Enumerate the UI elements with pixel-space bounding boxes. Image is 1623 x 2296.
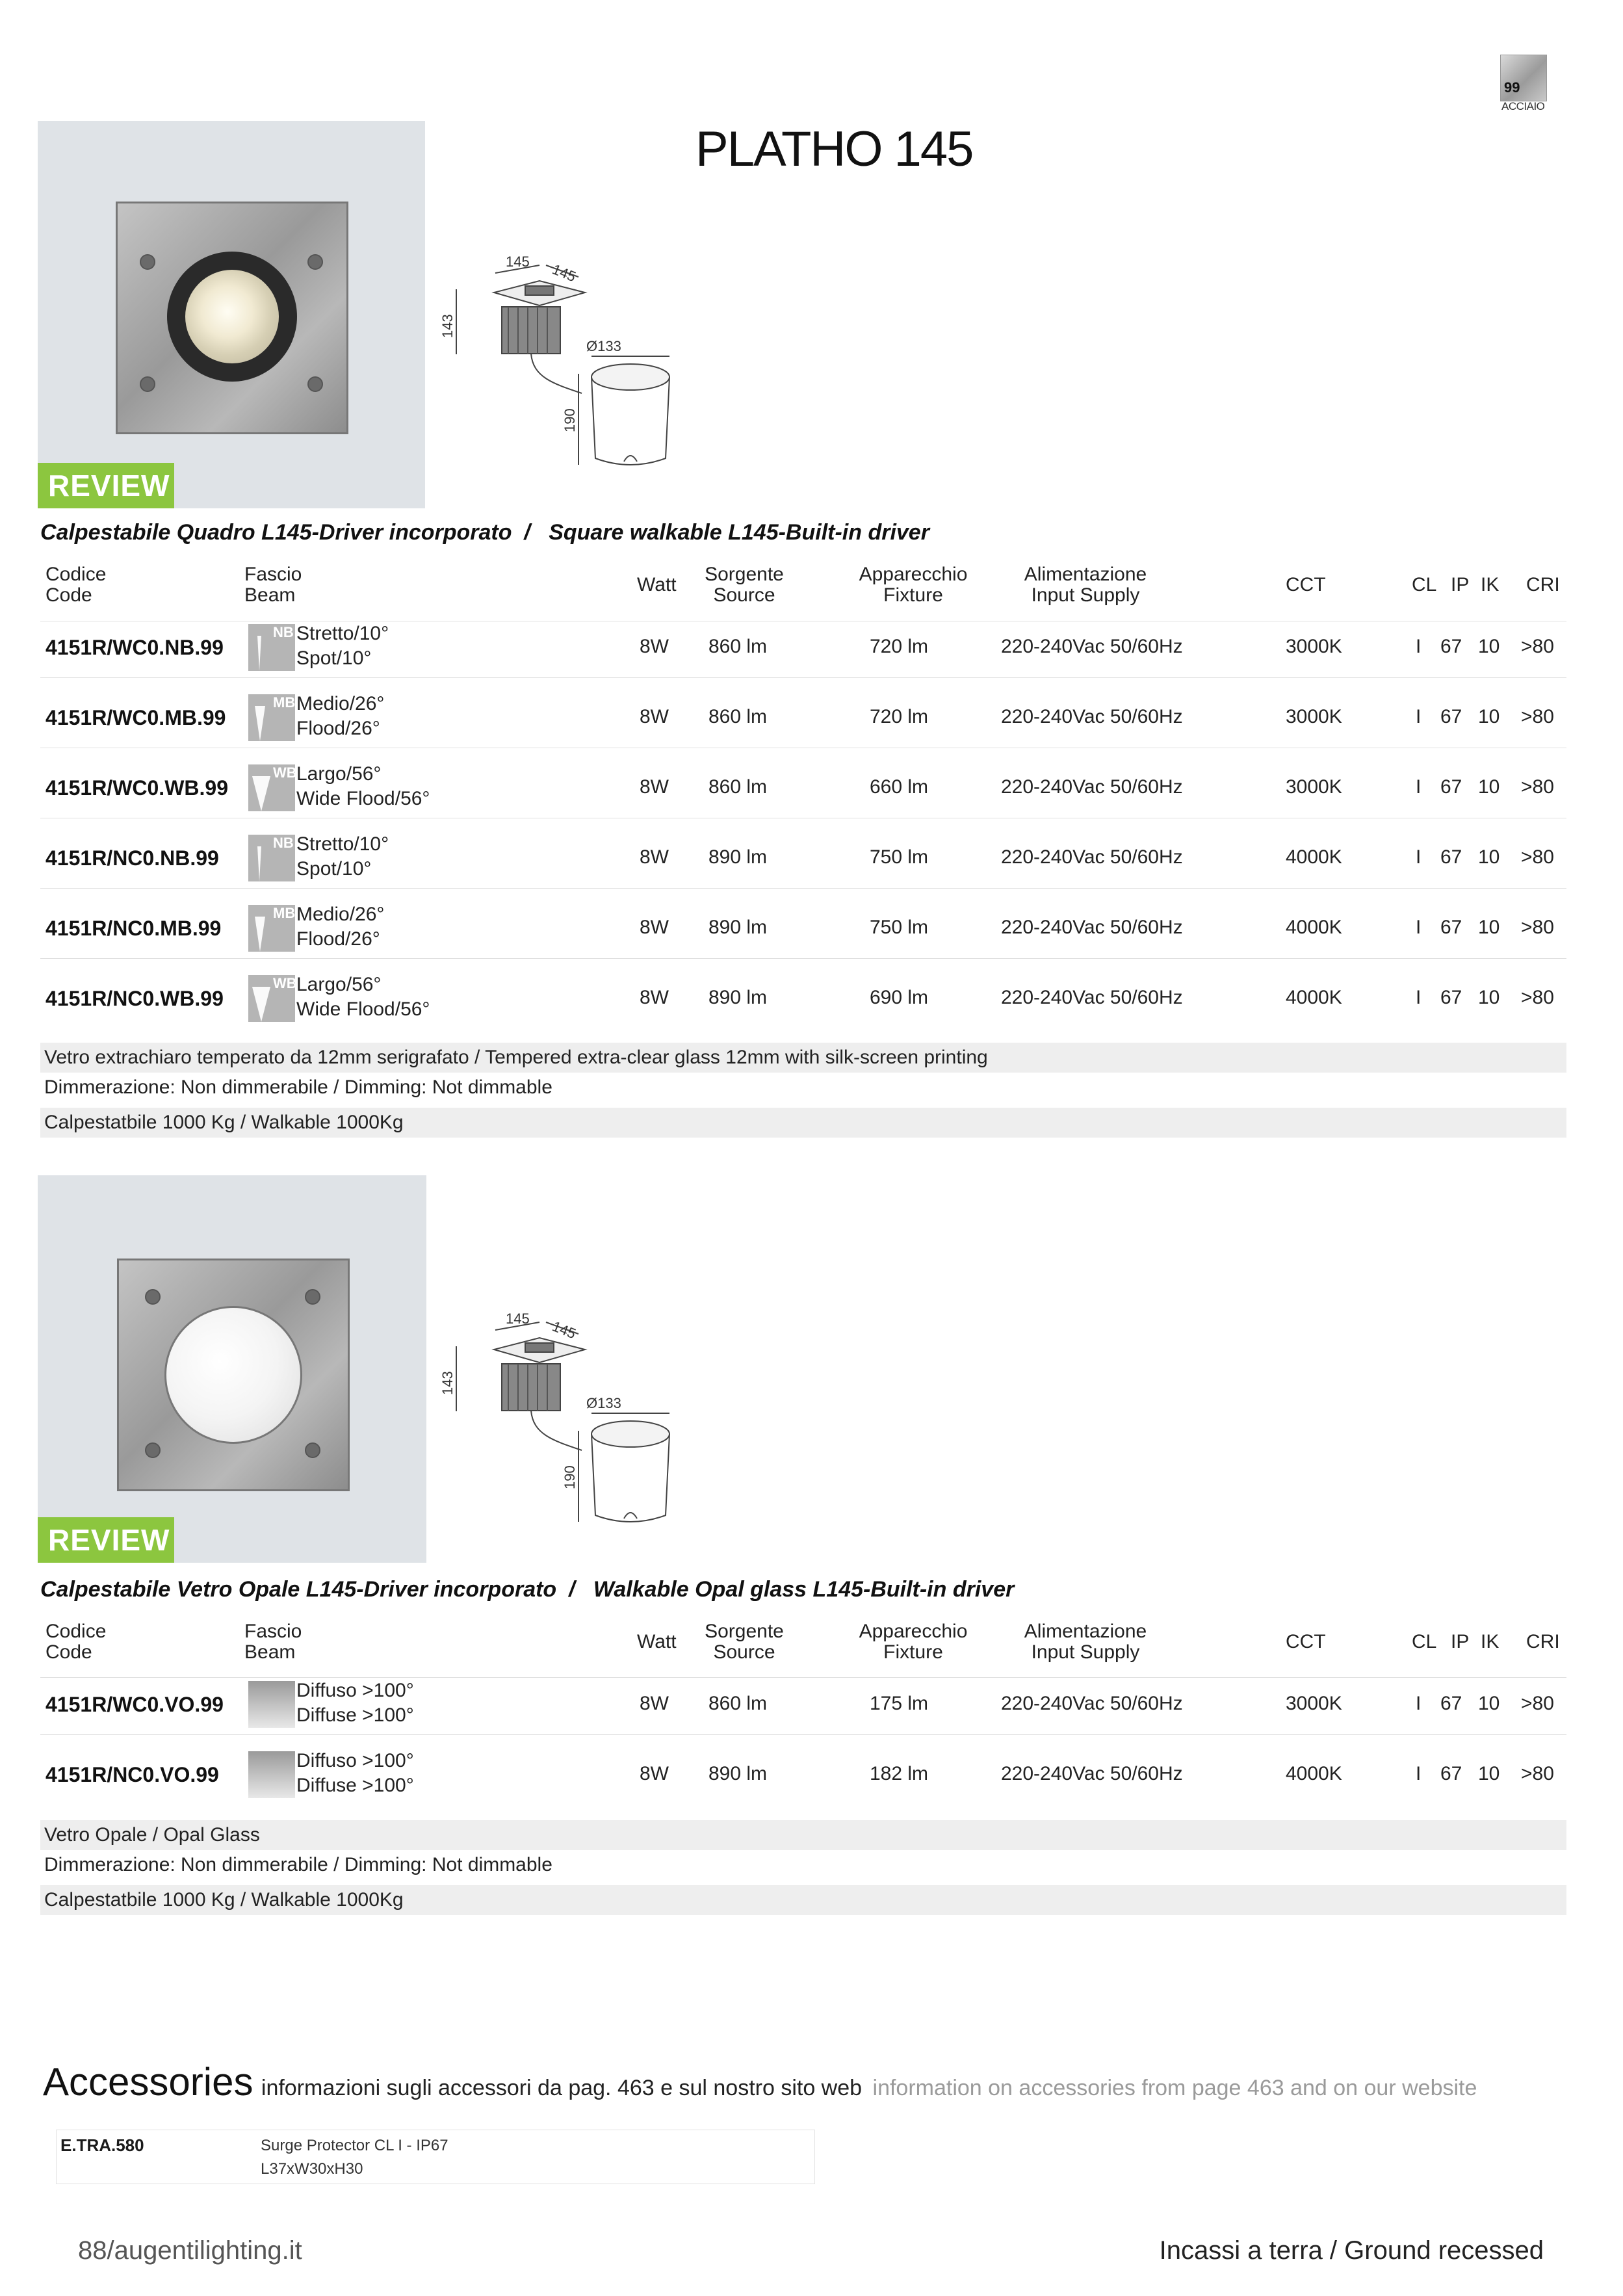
cct-value: 3000K: [1286, 1693, 1342, 1714]
col-source-header: Sorgente Source: [705, 564, 784, 606]
source-value: 860 lm: [708, 636, 768, 657]
accessory-code: E.TRA.580: [60, 2135, 144, 2155]
beam-diffuse-icon: [248, 1681, 295, 1728]
col-cct-header: CCT: [1286, 1631, 1326, 1652]
spec-note: Dimmerazione: Non dimmerabile / Dimming: Not dimmable: [44, 1076, 552, 1098]
cct-value: 4000K: [1286, 987, 1342, 1008]
ik-value: 10: [1478, 776, 1500, 798]
fixture-value: 750 lm: [870, 846, 929, 868]
ik-value: 10: [1478, 846, 1500, 868]
beam-wide-icon: [248, 975, 295, 1022]
accessory-item: [56, 2130, 815, 2184]
product-code: 4151R/NC0.VO.99: [45, 1763, 219, 1786]
col-cl-header: CL: [1412, 574, 1437, 595]
cri-value: >80: [1521, 917, 1554, 938]
ik-value: 10: [1478, 987, 1500, 1008]
beam-tag: MB: [273, 905, 296, 921]
dim-height: 143: [439, 1371, 456, 1395]
watt-value: 8W: [640, 987, 669, 1008]
ip-value: 67: [1440, 636, 1462, 657]
cct-value: 3000K: [1286, 776, 1342, 798]
review-badge: REVIEW: [38, 463, 174, 508]
col-beam-header: Fascio Beam: [244, 1621, 302, 1663]
footer-page-url: 88/augentilighting.it: [78, 2236, 302, 2265]
col-beam-header: Fascio Beam: [244, 564, 302, 606]
col-watt-header: Watt: [637, 574, 677, 595]
cri-value: >80: [1521, 706, 1554, 727]
ip-value: 67: [1440, 987, 1462, 1008]
beam-label: Largo/56° Wide Flood/56°: [296, 763, 430, 809]
beam-tag: WB: [273, 764, 297, 781]
beam-medium-icon: [248, 694, 295, 741]
cl-value: I: [1416, 1693, 1422, 1714]
product-code: 4151R/WC0.VO.99: [45, 1693, 224, 1716]
finish-name: ACCIAIO: [1501, 100, 1545, 112]
source-value: 890 lm: [708, 846, 768, 868]
product-code: 4151R/WC0.WB.99: [45, 776, 228, 800]
source-value: 860 lm: [708, 1693, 768, 1714]
page-title: PLATHO 145: [695, 122, 973, 177]
col-source-header: Sorgente Source: [705, 1621, 784, 1663]
beam-label: Medio/26° Flood/26°: [296, 904, 385, 950]
col-fixture-header: Apparecchio Fixture: [859, 564, 968, 606]
technical-drawing: [439, 247, 702, 475]
source-value: 890 lm: [708, 1763, 768, 1784]
dim-depth: 145: [550, 261, 578, 285]
cl-value: I: [1416, 917, 1422, 938]
accessories-heading: [43, 2059, 1477, 2104]
row-divider: [40, 888, 1566, 889]
watt-value: 8W: [640, 636, 669, 657]
watt-value: 8W: [640, 776, 669, 798]
beam-narrow-icon: [248, 835, 295, 881]
product-code: 4151R/NC0.NB.99: [45, 846, 219, 870]
product-code: 4151R/NC0.MB.99: [45, 917, 222, 940]
cri-value: >80: [1521, 987, 1554, 1008]
cri-value: >80: [1521, 1763, 1554, 1784]
product-photo-square: [38, 121, 425, 508]
review-badge: REVIEW: [38, 1517, 174, 1563]
product-code: 4151R/WC0.NB.99: [45, 636, 224, 659]
col-watt-header: Watt: [637, 1631, 677, 1652]
row-divider: [40, 1677, 1566, 1678]
col-fixture-header: Apparecchio Fixture: [859, 1621, 968, 1663]
watt-value: 8W: [640, 1693, 669, 1714]
dim-depth: 145: [550, 1318, 578, 1342]
dim-width: 145: [506, 254, 530, 270]
source-value: 860 lm: [708, 706, 768, 727]
dim-diameter: Ø133: [586, 338, 621, 354]
source-value: 890 lm: [708, 917, 768, 938]
dim-box-height: 190: [562, 408, 578, 432]
fixture-value: 720 lm: [870, 636, 929, 657]
col-ik-header: IK: [1481, 574, 1500, 595]
spec-note: Vetro Opale / Opal Glass: [40, 1820, 1566, 1850]
cl-value: I: [1416, 636, 1422, 657]
col-cct-header: CCT: [1286, 574, 1326, 595]
beam-label: Diffuso >100° Diffuse >100°: [296, 1680, 414, 1726]
beam-tag: MB: [273, 694, 296, 711]
supply-value: 220-240Vac 50/60Hz: [1001, 706, 1183, 727]
supply-value: 220-240Vac 50/60Hz: [1001, 776, 1183, 798]
row-divider: [40, 677, 1566, 678]
col-ik-header: IK: [1481, 1631, 1500, 1652]
cl-value: I: [1416, 1763, 1422, 1784]
dim-diameter: Ø133: [586, 1395, 621, 1411]
supply-value: 220-240Vac 50/60Hz: [1001, 636, 1183, 657]
ip-value: 67: [1440, 917, 1462, 938]
fixture-value: 182 lm: [870, 1763, 929, 1784]
col-code-header: Codice Code: [45, 1621, 107, 1663]
ip-value: 67: [1440, 846, 1462, 868]
cct-value: 4000K: [1286, 1763, 1342, 1784]
cct-value: 4000K: [1286, 846, 1342, 868]
footer-section-name: Incassi a terra / Ground recessed: [1159, 2236, 1544, 2265]
accessories-info-it: informazioni sugli accessori da pag. 463 e sul nostro sito web: [261, 2076, 863, 2100]
supply-value: 220-240Vac 50/60Hz: [1001, 1693, 1183, 1714]
ik-value: 10: [1478, 917, 1500, 938]
cl-value: I: [1416, 776, 1422, 798]
watt-value: 8W: [640, 917, 669, 938]
section-title: Calpestabile Quadro L145-Driver incorporato / Square walkable L145-Built-in driver: [40, 520, 929, 545]
watt-value: 8W: [640, 846, 669, 868]
beam-label: Stretto/10° Spot/10°: [296, 833, 389, 880]
section-title: Calpestabile Vetro Opale L145-Driver incorporato / Walkable Opal glass L145-Built-in driver: [40, 1577, 1015, 1602]
col-cri-header: CRI: [1526, 574, 1560, 595]
accessory-dimensions: L37xW30xH30: [261, 2160, 363, 2178]
cri-value: >80: [1521, 846, 1554, 868]
accessory-description: Surge Protector CL I - IP67: [261, 2137, 448, 2154]
product-photo-opal: [38, 1175, 426, 1563]
source-value: 890 lm: [708, 987, 768, 1008]
supply-value: 220-240Vac 50/60Hz: [1001, 846, 1183, 868]
spec-note: Dimmerazione: Non dimmerabile / Dimming: Not dimmable: [44, 1854, 552, 1875]
watt-value: 8W: [640, 706, 669, 727]
cri-value: >80: [1521, 636, 1554, 657]
row-divider: [40, 1734, 1566, 1735]
beam-wide-icon: [248, 764, 295, 811]
ik-value: 10: [1478, 636, 1500, 657]
beam-narrow-icon: [248, 624, 295, 671]
ik-value: 10: [1478, 706, 1500, 727]
fixture-value: 750 lm: [870, 917, 929, 938]
cl-value: I: [1416, 846, 1422, 868]
spec-note: Calpestatbile 1000 Kg / Walkable 1000Kg: [40, 1885, 1566, 1915]
ik-value: 10: [1478, 1693, 1500, 1714]
ik-value: 10: [1478, 1763, 1500, 1784]
ip-value: 67: [1440, 1693, 1462, 1714]
fixture-value: 720 lm: [870, 706, 929, 727]
technical-drawing: [439, 1304, 702, 1532]
col-code-header: Codice Code: [45, 564, 107, 606]
cri-value: >80: [1521, 1693, 1554, 1714]
beam-label: Diffuso >100° Diffuse >100°: [296, 1750, 414, 1796]
fixture-value: 175 lm: [870, 1693, 929, 1714]
watt-value: 8W: [640, 1763, 669, 1784]
cl-value: I: [1416, 706, 1422, 727]
supply-value: 220-240Vac 50/60Hz: [1001, 917, 1183, 938]
cri-value: >80: [1521, 776, 1554, 798]
fixture-value: 660 lm: [870, 776, 929, 798]
beam-diffuse-icon: [248, 1751, 295, 1798]
supply-value: 220-240Vac 50/60Hz: [1001, 987, 1183, 1008]
row-divider: [40, 958, 1566, 959]
spec-note: Calpestatbile 1000 Kg / Walkable 1000Kg: [40, 1108, 1566, 1138]
ip-value: 67: [1440, 1763, 1462, 1784]
accessories-info-en: information on accessories from page 463 and on our website: [872, 2076, 1477, 2100]
beam-medium-icon: [248, 905, 295, 952]
cl-value: I: [1416, 987, 1422, 1008]
dim-box-height: 190: [562, 1465, 578, 1489]
cct-value: 3000K: [1286, 706, 1342, 727]
dim-height: 143: [439, 314, 456, 338]
beam-tag: NB: [273, 624, 294, 640]
col-supply-header: Alimentazione Input Supply: [1024, 1621, 1147, 1663]
col-supply-header: Alimentazione Input Supply: [1024, 564, 1147, 606]
spec-note: Vetro extrachiaro temperato da 12mm serigrafato / Tempered extra-clear glass 12mm with silk-screen printing: [40, 1043, 1566, 1073]
beam-label: Medio/26° Flood/26°: [296, 693, 385, 739]
beam-label: Stretto/10° Spot/10°: [296, 623, 389, 669]
ip-value: 67: [1440, 706, 1462, 727]
cct-value: 3000K: [1286, 636, 1342, 657]
beam-label: Largo/56° Wide Flood/56°: [296, 974, 430, 1020]
col-cri-header: CRI: [1526, 1631, 1560, 1652]
cct-value: 4000K: [1286, 917, 1342, 938]
beam-tag: NB: [273, 835, 294, 851]
finish-code: 99: [1504, 79, 1520, 96]
col-cl-header: CL: [1412, 1631, 1437, 1652]
fixture-value: 690 lm: [870, 987, 929, 1008]
col-ip-header: IP: [1451, 574, 1470, 595]
accessories-title: Accessories: [43, 2060, 253, 2104]
source-value: 860 lm: [708, 776, 768, 798]
product-code: 4151R/WC0.MB.99: [45, 706, 226, 729]
beam-tag: WB: [273, 975, 297, 991]
ip-value: 67: [1440, 776, 1462, 798]
supply-value: 220-240Vac 50/60Hz: [1001, 1763, 1183, 1784]
col-ip-header: IP: [1451, 1631, 1470, 1652]
dim-width: 145: [506, 1311, 530, 1327]
product-code: 4151R/NC0.WB.99: [45, 987, 224, 1010]
